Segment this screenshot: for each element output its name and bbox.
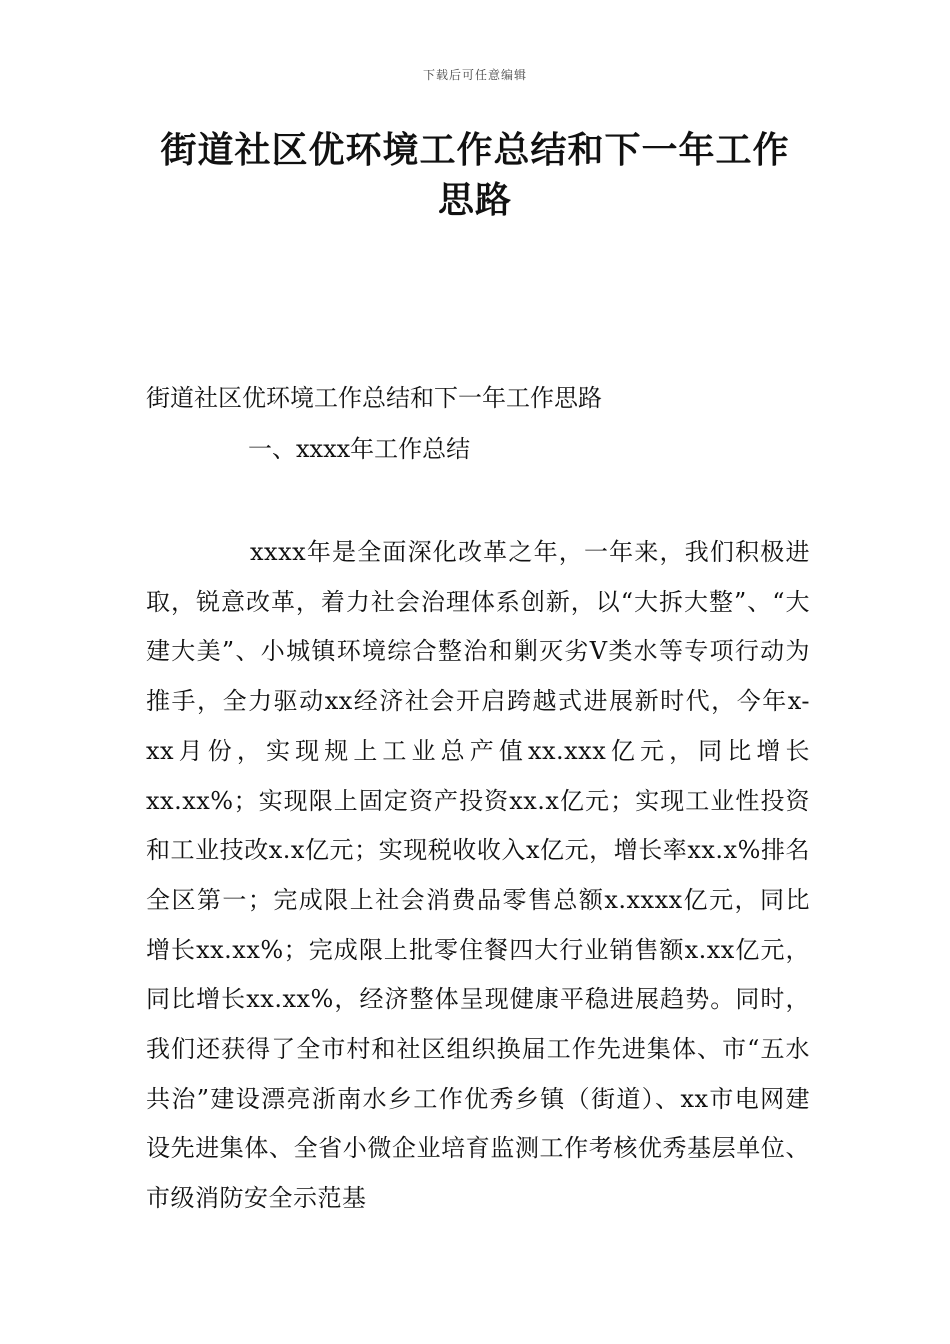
- document-title: 街道社区优环境工作总结和下一年工作思路: [160, 130, 790, 221]
- document-subtitle: 街道社区优环境工作总结和下一年工作思路: [146, 384, 602, 412]
- header-note: 下载后可任意编辑: [422, 68, 527, 82]
- body-paragraph: [146, 528, 810, 1224]
- section-heading: 一、xxxx年工作总结: [248, 435, 471, 463]
- body-paragraph-text: xxxx年是全面深化改革之年，一年来，我们积极进取，锐意改革，着力社会治理体系创新，以“大拆大整”、“大建大美”、小城镇环境综合整治和剿灭劣Ⅴ类水等专项行动为推手，全力驱动xx经济社会开启跨越式进展新时代，今年x-xx月份，实现规上工业总产值xx.xxx亿元，同比增长xx.xx%；实现限上固定资产投资xx.x亿元；实现工业性投资和工业技改x.x亿元；实现税收收入x亿元，增长率xx.x%排名全区第一；完成限上社会消费品零售总额x.xxxx亿元，同比增长xx.xx%；完成限上批零住餐四大行业销售额x.xx亿元，同比增长xx.xx%，经济整体呈现健康平稳进展趋势。同时，我们还获得了全市村和社区组织换届工作先进集体、市“五水共治”建设漂亮浙南水乡工作优秀乡镇（街道）、xx市电网建设先进集体、全省小微企业培育监测工作考核优秀基层单位、市级消防安全示范基: [146, 538, 810, 1213]
